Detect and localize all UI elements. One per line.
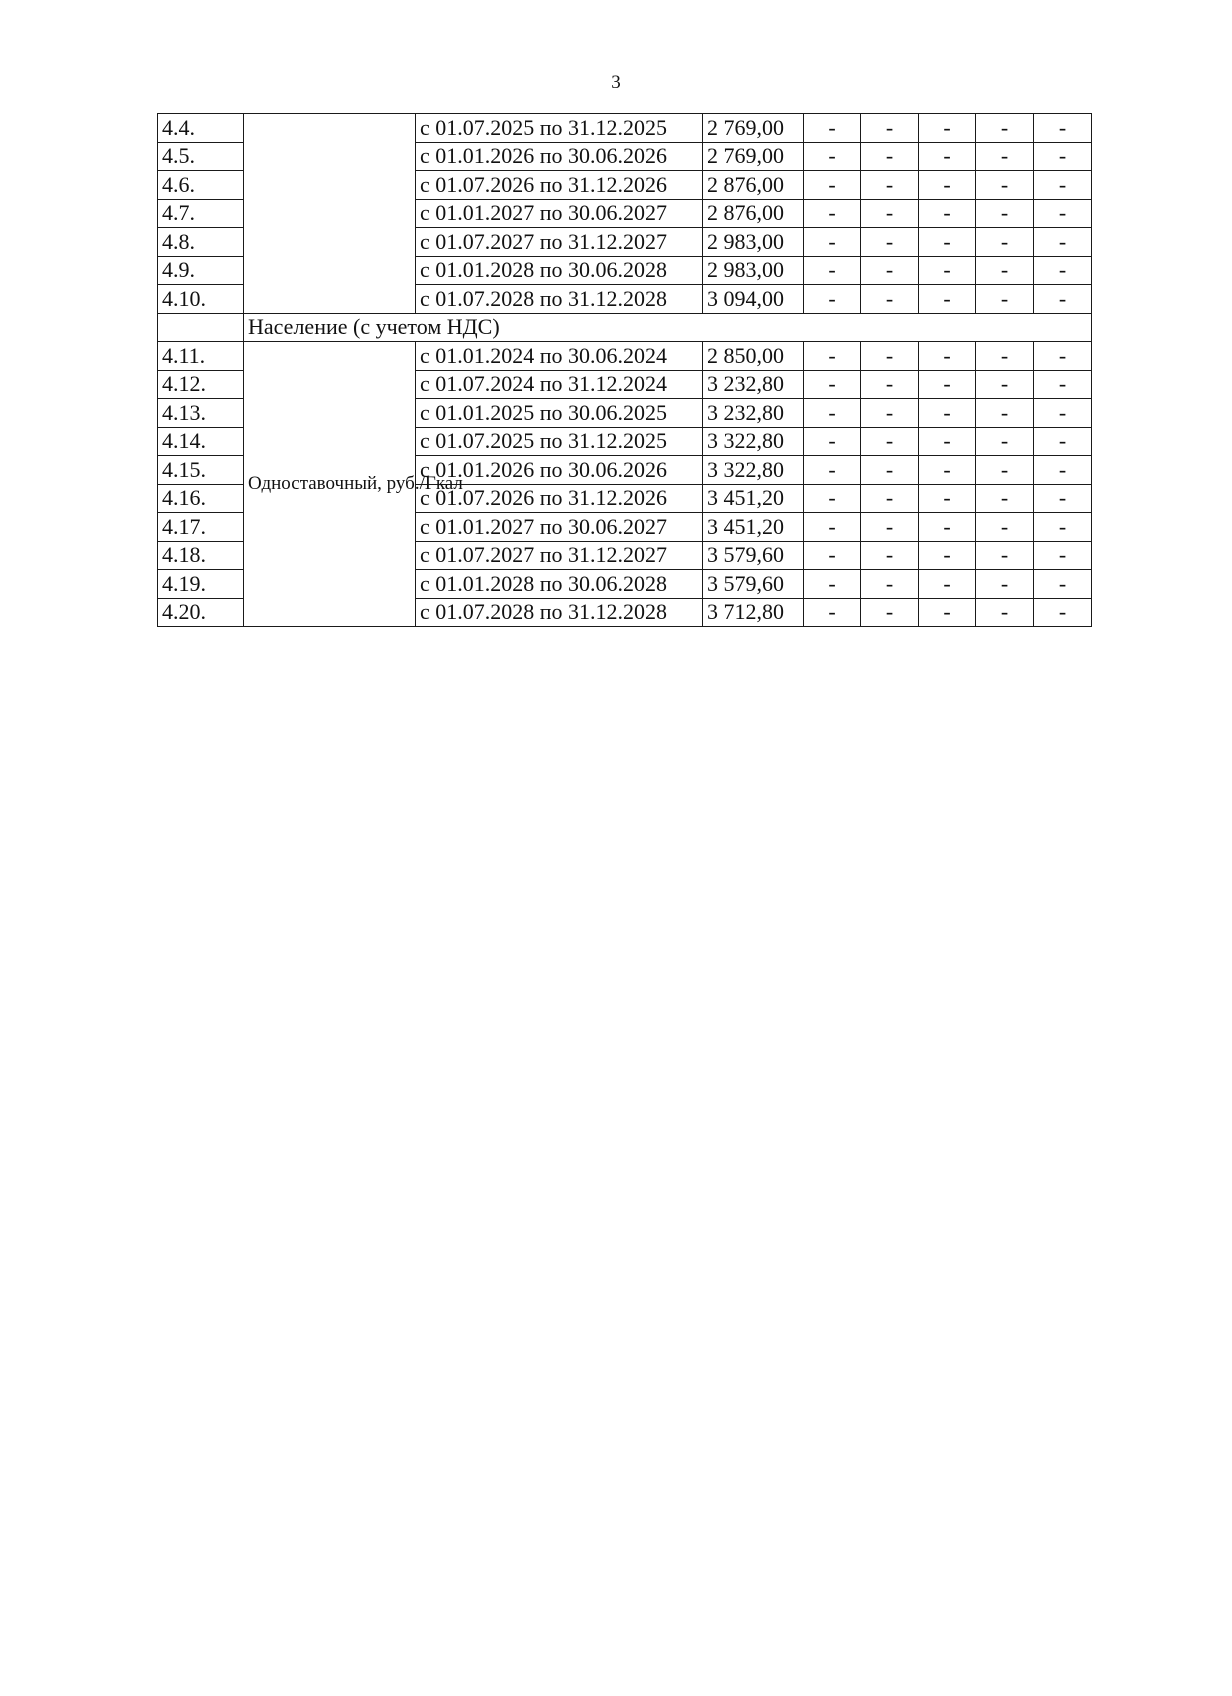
price-cell: 3 451,20 — [703, 513, 804, 542]
row-number: 4.17. — [158, 513, 244, 542]
table-row — [158, 342, 1092, 371]
value-cell: - — [1034, 142, 1092, 171]
value-cell: - — [976, 399, 1034, 428]
value-cell: - — [919, 228, 976, 257]
value-cell: - — [861, 570, 919, 599]
value-cell: - — [861, 142, 919, 171]
row-number: 4.9. — [158, 256, 244, 285]
value-cell: - — [976, 484, 1034, 513]
value-cell: - — [804, 256, 861, 285]
row-number: 4.15. — [158, 456, 244, 485]
tariff-table-body — [158, 114, 1092, 627]
value-cell: - — [976, 570, 1034, 599]
period-cell: с 01.01.2026 по 30.06.2026 — [416, 456, 703, 485]
value-cell: - — [919, 285, 976, 314]
row-number: 4.14. — [158, 427, 244, 456]
period-cell: с 01.07.2026 по 31.12.2026 — [416, 484, 703, 513]
value-cell: - — [919, 370, 976, 399]
value-cell: - — [804, 342, 861, 371]
row-number: 4.13. — [158, 399, 244, 428]
value-cell: - — [919, 142, 976, 171]
period-cell: с 01.01.2028 по 30.06.2028 — [416, 570, 703, 599]
value-cell: - — [861, 256, 919, 285]
value-cell: - — [861, 399, 919, 428]
value-cell: - — [804, 142, 861, 171]
value-cell: - — [861, 228, 919, 257]
value-cell: - — [804, 370, 861, 399]
value-cell: - — [861, 456, 919, 485]
value-cell: - — [1034, 199, 1092, 228]
value-cell: - — [1034, 427, 1092, 456]
value-cell: - — [861, 541, 919, 570]
value-cell: - — [1034, 541, 1092, 570]
value-cell: - — [1034, 370, 1092, 399]
row-number: 4.19. — [158, 570, 244, 599]
value-cell: - — [804, 570, 861, 599]
value-cell: - — [861, 598, 919, 627]
table-row — [158, 114, 1092, 143]
value-cell: - — [804, 114, 861, 143]
value-cell: - — [1034, 342, 1092, 371]
value-cell: - — [976, 256, 1034, 285]
value-cell: - — [976, 342, 1034, 371]
value-cell: - — [861, 370, 919, 399]
value-cell: - — [861, 513, 919, 542]
value-cell: - — [1034, 598, 1092, 627]
value-cell: - — [804, 456, 861, 485]
value-cell: - — [919, 484, 976, 513]
row-number: 4.5. — [158, 142, 244, 171]
value-cell: - — [919, 199, 976, 228]
value-cell: - — [976, 427, 1034, 456]
row-number: 4.18. — [158, 541, 244, 570]
price-cell: 3 579,60 — [703, 570, 804, 599]
section-header: Население (с учетом НДС) — [244, 313, 1092, 342]
row-number: 4.12. — [158, 370, 244, 399]
row-number: 4.6. — [158, 171, 244, 200]
price-cell: 2 876,00 — [703, 171, 804, 200]
period-cell: с 01.01.2027 по 30.06.2027 — [416, 199, 703, 228]
value-cell: - — [919, 399, 976, 428]
period-cell: с 01.07.2024 по 31.12.2024 — [416, 370, 703, 399]
page-number: 3 — [611, 72, 621, 93]
value-cell: - — [1034, 256, 1092, 285]
period-cell: с 01.01.2028 по 30.06.2028 — [416, 256, 703, 285]
value-cell: - — [976, 285, 1034, 314]
price-cell: 3 712,80 — [703, 598, 804, 627]
tariff-type-cell: Одноставочный, руб./Гкал — [244, 342, 416, 627]
value-cell: - — [1034, 484, 1092, 513]
value-cell: - — [976, 142, 1034, 171]
row-number: 4.10. — [158, 285, 244, 314]
section-header-spacer — [158, 313, 244, 342]
period-cell: с 01.07.2025 по 31.12.2025 — [416, 114, 703, 143]
value-cell: - — [804, 541, 861, 570]
value-cell: - — [1034, 399, 1092, 428]
period-cell: с 01.01.2025 по 30.06.2025 — [416, 399, 703, 428]
value-cell: - — [976, 114, 1034, 143]
value-cell: - — [861, 199, 919, 228]
value-cell: - — [1034, 171, 1092, 200]
row-number: 4.11. — [158, 342, 244, 371]
price-cell: 2 769,00 — [703, 142, 804, 171]
value-cell: - — [1034, 285, 1092, 314]
period-cell: с 01.01.2026 по 30.06.2026 — [416, 142, 703, 171]
value-cell: - — [861, 342, 919, 371]
period-cell: с 01.01.2024 по 30.06.2024 — [416, 342, 703, 371]
value-cell: - — [919, 598, 976, 627]
value-cell: - — [919, 171, 976, 200]
value-cell: - — [976, 513, 1034, 542]
value-cell: - — [976, 541, 1034, 570]
price-cell: 3 322,80 — [703, 456, 804, 485]
value-cell: - — [1034, 114, 1092, 143]
period-cell: с 01.07.2027 по 31.12.2027 — [416, 541, 703, 570]
value-cell: - — [919, 513, 976, 542]
value-cell: - — [804, 484, 861, 513]
value-cell: - — [804, 427, 861, 456]
price-cell: 2 983,00 — [703, 256, 804, 285]
row-number: 4.16. — [158, 484, 244, 513]
value-cell: - — [919, 541, 976, 570]
value-cell: - — [919, 114, 976, 143]
price-cell: 3 232,80 — [703, 399, 804, 428]
value-cell: - — [804, 199, 861, 228]
value-cell: - — [804, 513, 861, 542]
value-cell: - — [804, 171, 861, 200]
value-cell: - — [976, 370, 1034, 399]
value-cell: - — [976, 171, 1034, 200]
tariff-type-cell-empty — [244, 114, 416, 314]
price-cell: 3 322,80 — [703, 427, 804, 456]
price-cell: 2 876,00 — [703, 199, 804, 228]
period-cell: с 01.01.2027 по 30.06.2027 — [416, 513, 703, 542]
value-cell: - — [1034, 228, 1092, 257]
period-cell: с 01.07.2025 по 31.12.2025 — [416, 427, 703, 456]
price-cell: 2 850,00 — [703, 342, 804, 371]
value-cell: - — [919, 256, 976, 285]
value-cell: - — [976, 228, 1034, 257]
price-cell: 3 094,00 — [703, 285, 804, 314]
value-cell: - — [1034, 513, 1092, 542]
row-number: 4.20. — [158, 598, 244, 627]
period-cell: с 01.07.2028 по 31.12.2028 — [416, 285, 703, 314]
price-cell: 3 232,80 — [703, 370, 804, 399]
period-cell: с 01.07.2026 по 31.12.2026 — [416, 171, 703, 200]
value-cell: - — [804, 399, 861, 428]
value-cell: - — [861, 285, 919, 314]
period-cell: с 01.07.2028 по 31.12.2028 — [416, 598, 703, 627]
row-number: 4.7. — [158, 199, 244, 228]
value-cell: - — [919, 570, 976, 599]
section-header-row — [158, 313, 1092, 342]
period-cell: с 01.07.2027 по 31.12.2027 — [416, 228, 703, 257]
value-cell: - — [976, 456, 1034, 485]
row-number: 4.8. — [158, 228, 244, 257]
value-cell: - — [976, 199, 1034, 228]
value-cell: - — [976, 598, 1034, 627]
price-cell: 2 983,00 — [703, 228, 804, 257]
tariff-table — [157, 113, 1092, 627]
row-number: 4.4. — [158, 114, 244, 143]
value-cell: - — [861, 114, 919, 143]
value-cell: - — [861, 427, 919, 456]
value-cell: - — [919, 342, 976, 371]
value-cell: - — [804, 598, 861, 627]
value-cell: - — [1034, 456, 1092, 485]
value-cell: - — [919, 427, 976, 456]
value-cell: - — [1034, 570, 1092, 599]
value-cell: - — [804, 228, 861, 257]
price-cell: 3 451,20 — [703, 484, 804, 513]
value-cell: - — [804, 285, 861, 314]
price-cell: 2 769,00 — [703, 114, 804, 143]
value-cell: - — [919, 456, 976, 485]
value-cell: - — [861, 171, 919, 200]
value-cell: - — [861, 484, 919, 513]
price-cell: 3 579,60 — [703, 541, 804, 570]
